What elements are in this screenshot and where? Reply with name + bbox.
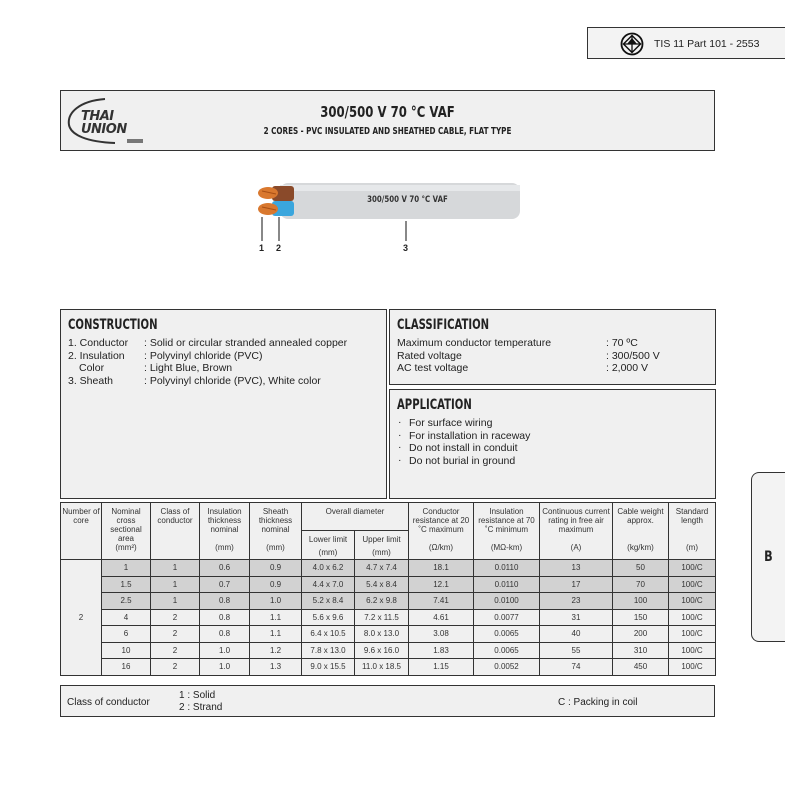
callout-3: 3 <box>403 243 409 253</box>
cell-lower: 7.8 x 13.0 <box>302 642 355 659</box>
table-row <box>61 609 716 626</box>
legend-class-1: 1 : Solid <box>179 690 216 701</box>
cell-upper: 8.0 x 13.0 <box>355 626 409 643</box>
standard-text: TIS 11 Part 101 - 2553 <box>654 38 760 50</box>
cell-weight: 50 <box>613 560 669 577</box>
cell-res: 18.1 <box>409 560 474 577</box>
cell-res: 4.61 <box>409 609 474 626</box>
classification-label: Maximum conductor temperature <box>397 337 552 349</box>
bullet-icon: · <box>398 416 402 428</box>
cell-sheath: 0.9 <box>250 560 302 577</box>
cell-upper: 9.6 x 16.0 <box>355 642 409 659</box>
cell-current: 74 <box>540 659 613 676</box>
cell-res: 7.41 <box>409 593 474 610</box>
page-title: 300/500 V 70 °C VAF <box>320 103 455 121</box>
cell-sheath: 1.0 <box>250 593 302 610</box>
cell-length: 100/C <box>669 626 716 643</box>
cell-ins: 0.8 <box>200 609 250 626</box>
cell-sheath: 1.2 <box>250 642 302 659</box>
cell-upper: 5.4 x 8.4 <box>355 576 409 593</box>
legend-packing: C : Packing in coil <box>558 697 638 708</box>
construction-label: 1. Conductor <box>68 337 129 349</box>
cell-weight: 100 <box>613 593 669 610</box>
cell-ins-res: 0.0065 <box>474 642 540 659</box>
section-tab[interactable] <box>751 472 785 642</box>
cell-class: 1 <box>151 576 200 593</box>
cell-area: 16 <box>102 659 151 676</box>
classification-section <box>389 309 716 385</box>
classification-value: : 300/500 V <box>606 350 660 362</box>
cell-current: 55 <box>540 642 613 659</box>
application-title: APPLICATION <box>397 397 472 413</box>
cell-current: 17 <box>540 576 613 593</box>
header-area: Nominal cross sectional area (mm²) <box>102 503 151 560</box>
classification-label: Rated voltage <box>397 350 462 362</box>
header-sheath: Sheath thickness nominal (mm) <box>250 503 302 560</box>
cell-ins: 0.8 <box>200 626 250 643</box>
legend-label: Class of conductor <box>67 697 150 708</box>
copper-conductor-1 <box>258 187 278 199</box>
construction-value: : Polyvinyl chloride (PVC) <box>144 350 263 362</box>
header-upper-limit: Upper limit (mm) <box>355 531 409 560</box>
copper-conductor-2 <box>258 203 278 215</box>
cell-lower: 5.2 x 8.4 <box>302 593 355 610</box>
cell-current: 40 <box>540 626 613 643</box>
cable-print-text: 300/500 V 70 °C VAF <box>367 195 448 205</box>
cell-ins: 1.0 <box>200 642 250 659</box>
section-tab-label: B <box>764 549 773 565</box>
header-class: Class of conductor <box>151 503 200 560</box>
cell-upper: 7.2 x 11.5 <box>355 609 409 626</box>
construction-title: CONSTRUCTION <box>68 317 158 333</box>
cell-ins: 1.0 <box>200 659 250 676</box>
callout-1: 1 <box>259 243 265 253</box>
application-item: Do not burial in ground <box>409 455 516 467</box>
table-row <box>61 593 716 610</box>
title-box <box>60 90 715 151</box>
header-lower-limit: Lower limit (mm) <box>302 531 355 560</box>
application-item: For surface wiring <box>409 417 493 429</box>
classification-title: CLASSIFICATION <box>397 317 490 333</box>
cell-ins: 0.8 <box>200 593 250 610</box>
cell-class: 2 <box>151 659 200 676</box>
header-insulation-resistance: Insulation resistance at 70 ˚C minimum (MΩ-km) <box>474 503 540 560</box>
cell-length: 100/C <box>669 560 716 577</box>
cell-ins: 0.7 <box>200 576 250 593</box>
cell-upper: 4.7 x 7.4 <box>355 560 409 577</box>
cell-ins-res: 0.0077 <box>474 609 540 626</box>
header-overall-diameter: Overall diameter <box>302 503 409 531</box>
cell-lower: 9.0 x 15.5 <box>302 659 355 676</box>
construction-section <box>60 309 387 499</box>
cell-ins-res: 0.0100 <box>474 593 540 610</box>
cell-current: 31 <box>540 609 613 626</box>
bullet-icon: · <box>398 429 402 441</box>
cell-length: 100/C <box>669 659 716 676</box>
cell-ins-res: 0.0052 <box>474 659 540 676</box>
cable-illustration <box>250 183 525 258</box>
cell-core-count: 2 <box>61 560 102 676</box>
page-subtitle: 2 CORES - PVC INSULATED AND SHEATHED CABLE, FLAT TYPE <box>263 126 512 137</box>
cell-sheath: 1.1 <box>250 609 302 626</box>
cell-res: 3.08 <box>409 626 474 643</box>
header-insulation: Insulation thickness nominal (mm) <box>200 503 250 560</box>
cell-area: 1 <box>102 560 151 577</box>
logo-line-2: UNION <box>81 122 127 137</box>
cell-lower: 5.6 x 9.6 <box>302 609 355 626</box>
cell-area: 4 <box>102 609 151 626</box>
construction-label: 2. Insulation <box>68 350 125 362</box>
bullet-icon: · <box>398 441 402 453</box>
cell-weight: 70 <box>613 576 669 593</box>
standard-badge <box>587 27 785 59</box>
header-number-of-core: Number of core <box>61 503 102 560</box>
legend-box <box>60 685 715 717</box>
header-weight: Cable weight approx. (kg/km) <box>613 503 669 560</box>
cell-ins-res: 0.0065 <box>474 626 540 643</box>
spec-table <box>60 502 716 676</box>
cell-length: 100/C <box>669 576 716 593</box>
table-row <box>61 626 716 643</box>
construction-value: : Polyvinyl chloride (PVC), White color <box>144 375 321 387</box>
cell-res: 12.1 <box>409 576 474 593</box>
table-row <box>61 642 716 659</box>
construction-label: 3. Sheath <box>68 375 113 387</box>
construction-value: : Solid or circular stranded annealed copper <box>144 337 348 349</box>
cell-weight: 150 <box>613 609 669 626</box>
cell-current: 13 <box>540 560 613 577</box>
cell-lower: 4.0 x 6.2 <box>302 560 355 577</box>
cell-ins-res: 0.0110 <box>474 560 540 577</box>
classification-label: AC test voltage <box>397 362 469 374</box>
cell-weight: 310 <box>613 642 669 659</box>
classification-value: : 70 ºC <box>606 337 638 349</box>
legend-class-2: 2 : Strand <box>179 702 223 713</box>
header-resistance: Conductor resistance at 20 ˚C maximum (Ω/km) <box>409 503 474 560</box>
cell-sheath: 0.9 <box>250 576 302 593</box>
cell-weight: 200 <box>613 626 669 643</box>
callout-2: 2 <box>276 243 282 253</box>
cell-upper: 11.0 x 18.5 <box>355 659 409 676</box>
table-row <box>61 659 716 676</box>
bullet-icon: · <box>398 454 402 466</box>
application-item: For installation in raceway <box>409 430 531 442</box>
cell-sheath: 1.1 <box>250 626 302 643</box>
cell-length: 100/C <box>669 593 716 610</box>
classification-value: : 2,000 V <box>606 362 649 374</box>
cell-upper: 6.2 x 9.8 <box>355 593 409 610</box>
table-row <box>61 560 716 577</box>
cell-current: 23 <box>540 593 613 610</box>
cell-area: 2.5 <box>102 593 151 610</box>
cell-lower: 6.4 x 10.5 <box>302 626 355 643</box>
cell-class: 1 <box>151 593 200 610</box>
table-header-row <box>61 503 716 531</box>
cell-lower: 4.4 x 7.0 <box>302 576 355 593</box>
cell-area: 6 <box>102 626 151 643</box>
cell-length: 100/C <box>669 609 716 626</box>
cell-res: 1.83 <box>409 642 474 659</box>
logo-line-1: THAI <box>81 109 114 124</box>
cell-res: 1.15 <box>409 659 474 676</box>
cell-ins-res: 0.0110 <box>474 576 540 593</box>
cell-ins: 0.6 <box>200 560 250 577</box>
table-row <box>61 576 716 593</box>
cell-class: 1 <box>151 560 200 577</box>
header-current: Continuous current rating in free air maximum (A) <box>540 503 613 560</box>
application-item: Do not install in conduit <box>409 442 518 454</box>
cell-length: 100/C <box>669 642 716 659</box>
cell-class: 2 <box>151 642 200 659</box>
header-length: Standard length (m) <box>669 503 716 560</box>
tis-standard-icon <box>620 32 644 56</box>
cell-sheath: 1.3 <box>250 659 302 676</box>
cell-area: 10 <box>102 642 151 659</box>
cell-weight: 450 <box>613 659 669 676</box>
construction-value: : Light Blue, Brown <box>144 362 233 374</box>
cell-class: 2 <box>151 609 200 626</box>
construction-label: Color <box>79 362 105 374</box>
cell-class: 2 <box>151 626 200 643</box>
application-section <box>389 389 716 499</box>
cell-area: 1.5 <box>102 576 151 593</box>
